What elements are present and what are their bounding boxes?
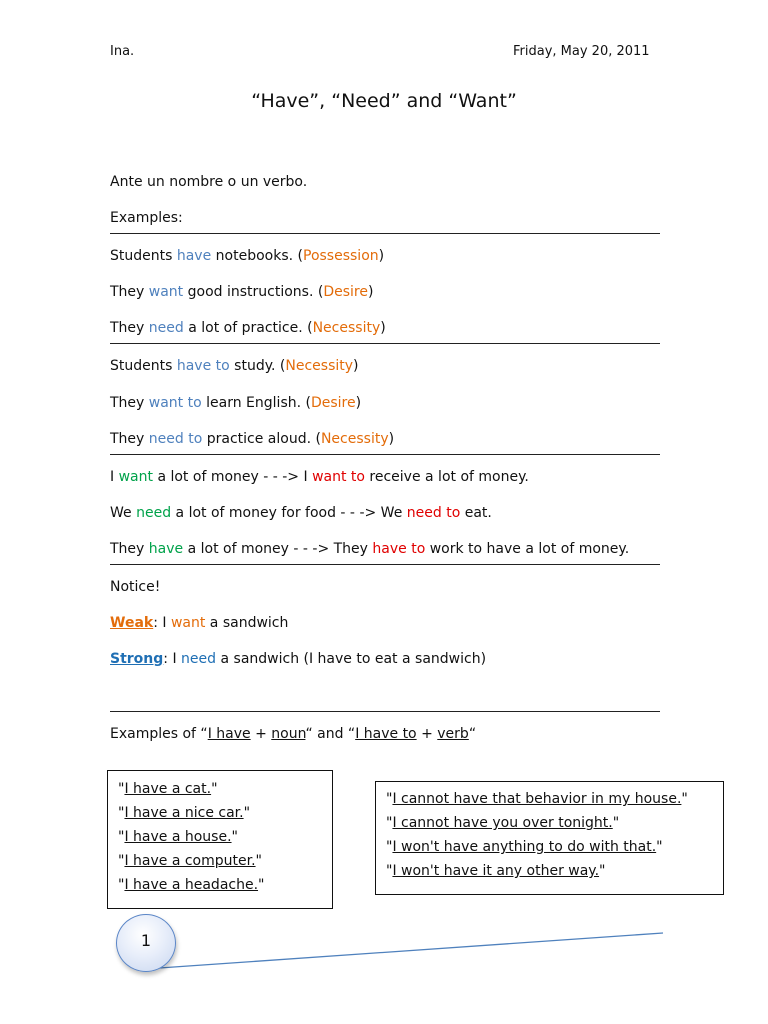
strong-example: Strong: I need a sandwich (I have to eat a sandwich) [110, 651, 487, 667]
sentence-line: I want a lot of money - - -> I want to receive a lot of money. [110, 469, 529, 485]
examples-of-heading: Examples of “I have + noun“ and “I have to + verb“ [110, 726, 477, 742]
sentence-line: We need a lot of money for food - - -> We need to eat. [110, 505, 492, 521]
example-item: "I have a house." [118, 829, 238, 845]
example-item: "I have a computer." [118, 853, 262, 869]
example-item: "I cannot have that behavior in my house." [386, 791, 688, 807]
intro-text: Ante un nombre o un verbo. [110, 174, 308, 190]
example-item: "I won't have anything to do with that." [386, 839, 663, 855]
sentence-line: They want to learn English. (Desire) [110, 395, 362, 411]
example-item: "I won't have it any other way." [386, 863, 606, 879]
document-title: “Have”, “Need” and “Want” [251, 90, 517, 112]
author-name: Ina. [110, 44, 135, 59]
weak-example: Weak: I want a sandwich [110, 615, 289, 631]
example-item: "I have a cat." [118, 781, 218, 797]
notice-heading: Notice! [110, 579, 161, 595]
example-item: "I have a nice car." [118, 805, 251, 821]
sentence-line: They need to practice aloud. (Necessity) [110, 431, 395, 447]
example-item: "I cannot have you over tonight." [386, 815, 620, 831]
sentence-line: Students have to study. (Necessity) [110, 358, 359, 374]
sentence-line: They need a lot of practice. (Necessity) [110, 320, 386, 336]
sentence-line: They have a lot of money - - -> They have to work to have a lot of money. [110, 541, 630, 557]
example-item: "I have a headache." [118, 877, 265, 893]
page-number: 1 [116, 914, 176, 972]
sentence-line: They want good instructions. (Desire) [110, 284, 374, 300]
document-date: Friday, May 20, 2011 [513, 44, 650, 59]
examples-label: Examples: [110, 210, 183, 226]
sentence-line: Students have notebooks. (Possession) [110, 248, 385, 264]
